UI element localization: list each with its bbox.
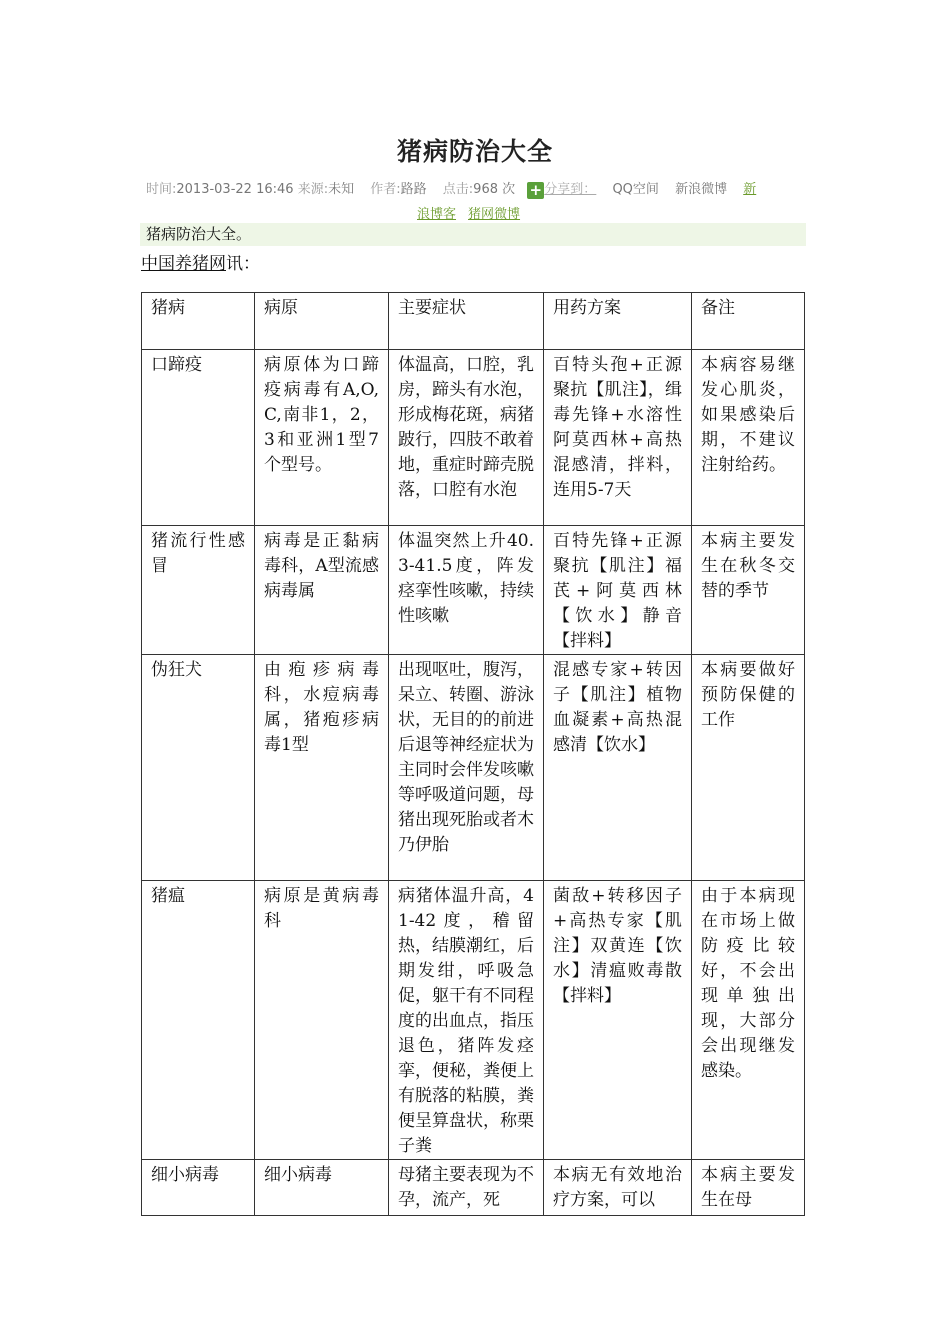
header-notes: 备注 [692,293,805,350]
cell-notes: 本病要做好预防保健的工作 [692,655,805,881]
article-meta [146,178,811,199]
table-row [142,1160,805,1216]
header-disease: 猪病 [142,293,255,350]
share-pig-weibo[interactable]: 猪网微博 [468,207,521,222]
author-label: 作者: [370,182,401,197]
cell-disease: 细小病毒 [142,1160,255,1216]
table-row [142,655,805,881]
article-summary: 猪病防治大全。 [140,223,806,246]
cell-medication: 菌敌+转移因子+高热专家【肌注】双黄连【饮水】清瘟败毒散【拌料】 [544,881,692,1160]
cell-symptoms: 体温突然上升40.3-41.5度，阵发痉挛性咳嗽，持续性咳嗽 [389,526,544,655]
share-link[interactable]: 分享到： [544,182,597,197]
cell-symptoms: 体温高，口腔，乳房，蹄头有水泡，形成梅花斑，病猪跛行，四肢不敢着地，重症时蹄壳脱落，口腔有水泡 [389,350,544,526]
cell-pathogen: 病原是黄病毒科 [255,881,389,1160]
disease-table [141,292,805,1216]
header-symptoms: 主要症状 [389,293,544,350]
table-header-row [142,293,805,350]
source-line [141,249,260,274]
source-suffix: 讯： [226,254,260,274]
cell-notes: 本病主要发生在母 [692,1160,805,1216]
clicks-unit: 次 [502,182,516,197]
cell-pathogen: 病原体为口蹄疫病毒有A,O,C,南非1，2，3和亚洲1型7个型号。 [255,350,389,526]
cell-pathogen: 细小病毒 [255,1160,389,1216]
cell-symptoms: 母猪主要表现为不孕，流产，死 [389,1160,544,1216]
cell-medication: 百特头孢+正源聚抗【肌注】，缉毒先锋+水溶性阿莫西林+高热混感清，拌料，连用5-7天 [544,350,692,526]
share-sina-blog-part1[interactable]: 新 [743,182,757,197]
table-row [142,881,805,1160]
cell-disease: 猪瘟 [142,881,255,1160]
cell-medication: 本病无有效地治疗方案，可以 [544,1160,692,1216]
source-label: 来源: [297,182,329,197]
share-sina-blog[interactable]: 浪博客 [417,207,457,222]
cell-symptoms: 病猪体温升高，41-42度，稽留热，结膜潮红，后期发绀，呼吸急促，躯干有不同程度的出血点，指压退色，猪阵发痉挛，便秘，粪便上有脱落的粘膜，粪便呈算盘状，称栗子粪 [389,881,544,1160]
cell-pathogen: 由疱疹病毒科，水痘病毒属，猪疱疹病毒1型 [255,655,389,881]
plus-icon[interactable]: + [527,182,544,199]
share-qq-zone[interactable]: QQ空间 [612,182,659,197]
page-title: 猪病防治大全 [396,137,553,166]
clicks-value: 968 [473,182,498,197]
cell-notes: 本病主要发生在秋冬交替的季节 [692,526,805,655]
table-row [142,350,805,526]
cell-notes: 本病容易继发心肌炎，如果感染后期，不建议注射给药。 [692,350,805,526]
source-value: 未知 [328,182,355,197]
article-meta-line2 [417,203,532,222]
table-row [142,526,805,655]
cell-disease: 猪流行性感冒 [142,526,255,655]
author-value: 路路 [400,182,427,197]
cell-disease: 口蹄疫 [142,350,255,526]
share-sina-weibo[interactable]: 新浪微博 [675,182,728,197]
cell-disease: 伪狂犬 [142,655,255,881]
header-medication: 用药方案 [544,293,692,350]
header-pathogen: 病原 [255,293,389,350]
cell-notes: 由于本病现在市场上做防疫比较好，不会出现单独出现，大部分会出现继发感染。 [692,881,805,1160]
cell-pathogen: 病毒是正黏病毒科，A型流感病毒属 [255,526,389,655]
cell-medication: 百特先锋+正源聚抗【肌注】福芪+阿莫西林【饮水】静音【拌料】 [544,526,692,655]
cell-medication: 混感专家+转因子【肌注】植物血凝素+高热混感清【饮水】 [544,655,692,881]
time-label: 时间: [146,182,177,197]
time-value: 2013-03-22 16:46 [176,182,294,197]
cell-symptoms: 出现呕吐，腹泻，呆立、转圈、游泳状，无目的的前进后退等神经症状为主同时会伴发咳嗽等呼吸道问题，母猪出现死胎或者木乃伊胎 [389,655,544,881]
source-link[interactable]: 中国养猪网 [141,254,226,274]
clicks-label: 点击: [442,182,474,197]
